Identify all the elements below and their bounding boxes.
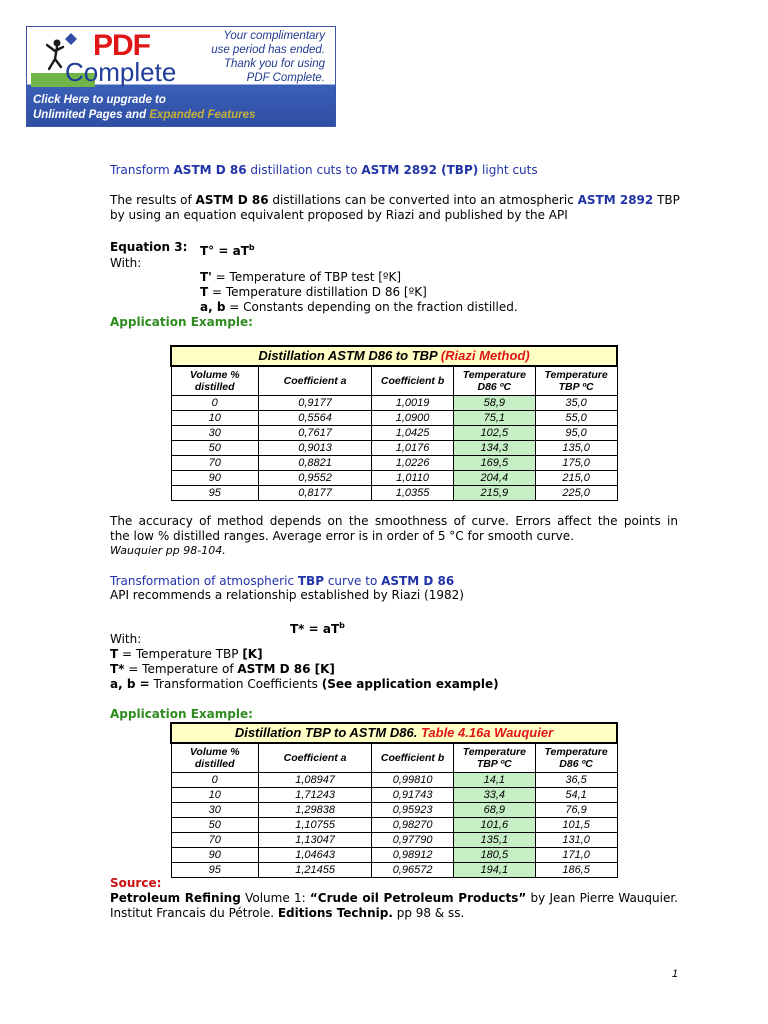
table-cell: 101,6 bbox=[453, 818, 535, 833]
page-number: 1 bbox=[671, 968, 678, 980]
accuracy-line-1: The accuracy of method depends on the smoothness of curve. Errors affect the points in bbox=[110, 514, 678, 528]
table2-title: Distillation TBP to ASTM D86. Table 4.16a Wauquier bbox=[171, 723, 617, 743]
source-line-1: Petroleum Refining Volume 1: “Crude oil Petroleum Products” by Jean Pierre Wauquier. bbox=[110, 891, 678, 905]
application-example-1: Application Example: bbox=[110, 315, 253, 329]
table-cell: 55,0 bbox=[535, 411, 617, 426]
table-cell: 0,8821 bbox=[258, 456, 371, 471]
table-tbp-to-d86 bbox=[170, 722, 618, 878]
section1-title: Transform ASTM D 86 distillation cuts to ASTM 2892 (TBP) light cuts bbox=[110, 163, 538, 177]
table-cell: 0,99810 bbox=[372, 773, 454, 788]
definition2-t: T = Temperature TBP [K] bbox=[110, 647, 263, 661]
application-example-2: Application Example: bbox=[110, 707, 253, 721]
table-cell: 58,9 bbox=[453, 396, 535, 411]
table-cell: 0,7617 bbox=[258, 426, 371, 441]
table2-header-1: Coefficient a bbox=[258, 743, 371, 773]
with-label-2: With: bbox=[110, 632, 142, 646]
table-row bbox=[171, 863, 617, 878]
section2-title: Transformation of atmospheric TBP curve to ASTM D 86 bbox=[110, 574, 455, 588]
equation-3: Equation 3: $T^\circ = aT^b$ bbox=[110, 240, 255, 258]
table-cell: 135,0 bbox=[535, 441, 617, 456]
table-cell: 0,8177 bbox=[258, 486, 371, 501]
table-cell: 225,0 bbox=[535, 486, 617, 501]
table-cell: 10 bbox=[171, 788, 258, 803]
table-cell: 215,9 bbox=[453, 486, 535, 501]
table-cell: 0,9013 bbox=[258, 441, 371, 456]
intro-line-1: The results of ASTM D 86 distillations can be converted into an atmospheric ASTM 2892 TBP bbox=[110, 193, 680, 207]
table-row bbox=[171, 486, 617, 501]
source-line-2: Institut Francais du Pétrole. Editions Technip. pp 98 & ss. bbox=[110, 906, 465, 920]
table-cell: 95,0 bbox=[535, 426, 617, 441]
table-cell: 1,0110 bbox=[372, 471, 454, 486]
table-cell: 215,0 bbox=[535, 471, 617, 486]
table-cell: 14,1 bbox=[453, 773, 535, 788]
complete-logo-text: Complete bbox=[65, 57, 177, 87]
definition2-t-star: T* = Temperature of ASTM D 86 [K] bbox=[110, 662, 335, 676]
table-cell: 50 bbox=[171, 441, 258, 456]
table-cell: 180,5 bbox=[453, 848, 535, 863]
table-cell: 30 bbox=[171, 803, 258, 818]
table2-header-3: Temperature TBP ºC bbox=[453, 743, 535, 773]
definition-t-prime: T' = Temperature of TBP test [ºK] bbox=[200, 270, 402, 284]
table-cell: 1,0355 bbox=[372, 486, 454, 501]
table-cell: 30 bbox=[171, 426, 258, 441]
table-cell: 0,96572 bbox=[372, 863, 454, 878]
table2-header-4: Temperature D86 ºC bbox=[535, 743, 617, 773]
table-cell: 50 bbox=[171, 818, 258, 833]
definition-ab: a, b = Constants depending on the fraction distilled. bbox=[200, 300, 518, 314]
table-cell: 0 bbox=[171, 396, 258, 411]
table-cell: 0,5564 bbox=[258, 411, 371, 426]
table-cell: 0,98270 bbox=[372, 818, 454, 833]
table-cell: 194,1 bbox=[453, 863, 535, 878]
table-cell: 171,0 bbox=[535, 848, 617, 863]
with-label-1: With: bbox=[110, 256, 142, 270]
table1-header-4: Temperature TBP ºC bbox=[535, 366, 617, 396]
api-recommendation: API recommends a relationship established by Riazi (1982) bbox=[110, 588, 464, 602]
pdf-complete-banner[interactable] bbox=[26, 26, 336, 127]
table-row bbox=[171, 818, 617, 833]
table-row bbox=[171, 441, 617, 456]
table-cell: 175,0 bbox=[535, 456, 617, 471]
table1-header-2: Coefficient b bbox=[372, 366, 454, 396]
table-d86-to-tbp bbox=[170, 345, 618, 501]
table-cell: 1,0226 bbox=[372, 456, 454, 471]
table2-header-2: Coefficient b bbox=[372, 743, 454, 773]
table-cell: 95 bbox=[171, 863, 258, 878]
table-cell: 1,29838 bbox=[258, 803, 371, 818]
table1-header-3: Temperature D86 ºC bbox=[453, 366, 535, 396]
table-cell: 1,21455 bbox=[258, 863, 371, 878]
equation-riazi: $T* = aT^b$ bbox=[290, 621, 345, 636]
table-cell: 1,0176 bbox=[372, 441, 454, 456]
intro-line-2: by using an equation equivalent proposed by Riazi and published by the API bbox=[110, 208, 568, 222]
table-cell: 10 bbox=[171, 411, 258, 426]
definition2-ab: a, b = Transformation Coefficients (See application example) bbox=[110, 677, 499, 691]
table-cell: 186,5 bbox=[535, 863, 617, 878]
table-cell: 1,10755 bbox=[258, 818, 371, 833]
table-cell: 68,9 bbox=[453, 803, 535, 818]
table2-header-0: Volume % distilled bbox=[171, 743, 258, 773]
source-label: Source: bbox=[110, 876, 162, 890]
table-cell: 169,5 bbox=[453, 456, 535, 471]
table-cell: 1,0019 bbox=[372, 396, 454, 411]
table-row bbox=[171, 803, 617, 818]
table-cell: 70 bbox=[171, 833, 258, 848]
table-row bbox=[171, 471, 617, 486]
table-cell: 95 bbox=[171, 486, 258, 501]
table-cell: 1,0900 bbox=[372, 411, 454, 426]
table-cell: 204,4 bbox=[453, 471, 535, 486]
table-row bbox=[171, 426, 617, 441]
table-cell: 35,0 bbox=[535, 396, 617, 411]
table-cell: 70 bbox=[171, 456, 258, 471]
table-row bbox=[171, 788, 617, 803]
table-row bbox=[171, 773, 617, 788]
table-cell: 102,5 bbox=[453, 426, 535, 441]
table-cell: 33,4 bbox=[453, 788, 535, 803]
table-row bbox=[171, 833, 617, 848]
table-row bbox=[171, 411, 617, 426]
table-cell: 135,1 bbox=[453, 833, 535, 848]
table-cell: 1,08947 bbox=[258, 773, 371, 788]
table-cell: 0,9552 bbox=[258, 471, 371, 486]
table-cell: 0,98912 bbox=[372, 848, 454, 863]
accuracy-line-2: the low % distilled ranges. Average error is in order of 5 °C for smooth curve. bbox=[110, 529, 574, 543]
table-cell: 0,9177 bbox=[258, 396, 371, 411]
table-row bbox=[171, 456, 617, 471]
table-row bbox=[171, 848, 617, 863]
table-cell: 75,1 bbox=[453, 411, 535, 426]
trial-message: Your complimentary use period has ended. Thank you for using PDF Complete. bbox=[211, 30, 325, 84]
table-cell: 0,97790 bbox=[372, 833, 454, 848]
table-cell: 1,71243 bbox=[258, 788, 371, 803]
table-cell: 1,13047 bbox=[258, 833, 371, 848]
accuracy-reference: Wauquier pp 98-104. bbox=[110, 544, 226, 557]
table-cell: 134,3 bbox=[453, 441, 535, 456]
table-cell: 101,5 bbox=[535, 818, 617, 833]
table1-title: Distillation ASTM D86 to TBP (Riazi Method) bbox=[171, 346, 617, 366]
table-cell: 0 bbox=[171, 773, 258, 788]
table-cell: 1,04643 bbox=[258, 848, 371, 863]
table-cell: 0,91743 bbox=[372, 788, 454, 803]
table1-header-0: Volume % distilled bbox=[171, 366, 258, 396]
table1-header-1: Coefficient a bbox=[258, 366, 371, 396]
table-cell: 54,1 bbox=[535, 788, 617, 803]
definition-t: T = Temperature distillation D 86 [ºK] bbox=[200, 285, 427, 299]
table-cell: 0,95923 bbox=[372, 803, 454, 818]
table-cell: 90 bbox=[171, 471, 258, 486]
pdf-complete-logo bbox=[31, 29, 191, 87]
table-cell: 90 bbox=[171, 848, 258, 863]
pdf-logo-text: PDF bbox=[93, 29, 150, 62]
table-cell: 131,0 bbox=[535, 833, 617, 848]
upgrade-link[interactable]: Click Here to upgrade to Unlimited Pages and Expanded Features bbox=[33, 94, 256, 121]
table-cell: 36,5 bbox=[535, 773, 617, 788]
table-cell: 1,0425 bbox=[372, 426, 454, 441]
table-row bbox=[171, 396, 617, 411]
table-cell: 76,9 bbox=[535, 803, 617, 818]
